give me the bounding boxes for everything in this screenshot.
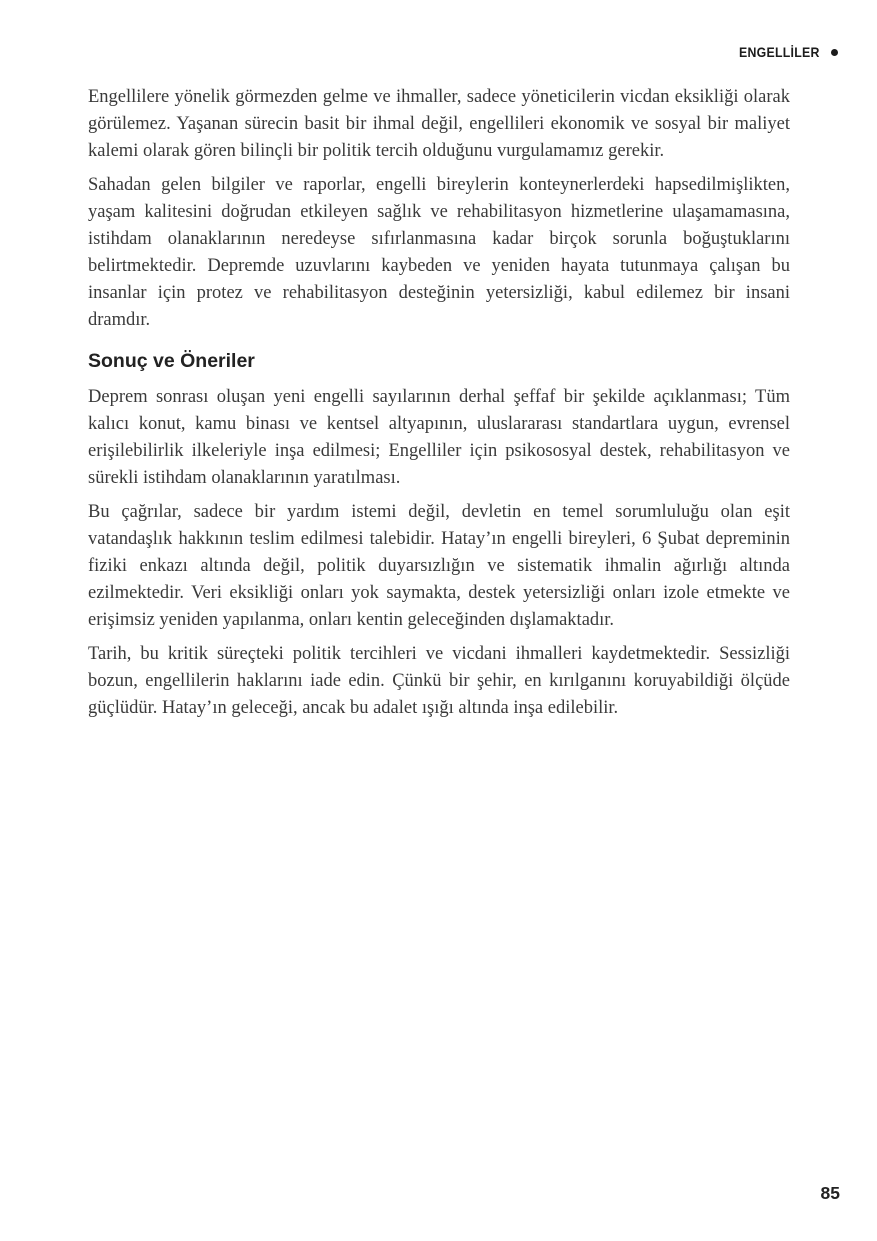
page-content (88, 84, 790, 729)
paragraph: Tarih, bu kritik süreçteki politik tercihleri ve vicdani ihmalleri kaydetmektedir. Sessizliği bozun, engellilerin haklarını iade edin. Çünkü bir şehir, en kırılganını koruyabildiği ölçüde güçlüdür. Hatay’ın geleceği, ancak bu adalet ışığı altında inşa edilebilir. (88, 644, 790, 718)
running-header-title: ENGELLİLER (739, 44, 820, 60)
bullet-icon (831, 49, 838, 56)
running-header (728, 44, 838, 60)
paragraph: Deprem sonrası oluşan yeni engelli sayılarının derhal şeffaf bir şekilde açıklanması; Tüm kalıcı konut, kamu binası ve kentsel altyapının, uluslararası standartlara uygun, evrensel erişilebilirlik ilkeleriyle inşa edilmesi; Engelliler için psikososyal destek, rehabilitasyon ve sürekli istihdam olanaklarının yaratılması. (88, 387, 790, 488)
section-heading: Sonuç ve Öneriler (88, 350, 255, 372)
paragraph: Engellilere yönelik görmezden gelme ve ihmaller, sadece yöneticilerin vicdan eksikliği olarak görülemez. Yaşanan sürecin basit bir ihmal değil, engellileri ekonomik ve sosyal bir maliyet kalemi olarak gören bilinçli bir politik tercih olduğunu vurgulamamız gerekir. (88, 87, 790, 161)
page-number: 85 (820, 1183, 840, 1203)
paragraph: Sahadan gelen bilgiler ve raporlar, engelli bireylerin konteynerlerdeki hapsedilmişlikten, yaşam kalitesini doğrudan etkileyen sağlık ve rehabilitasyon hizmetlerine ulaşamamasına, istihdam olanaklarının neredeyse sıfırlanmasına kadar birçok sorunla boğuştuklarını belirtmektedir. Depremde uzuvlarını kaybeden ve yeniden hayata tutunmaya çalışan bu insanlar için protez ve rehabilitasyon desteğinin yetersizliği, kabul edilemez bir insani dramdır. (88, 175, 790, 330)
paragraph: Bu çağrılar, sadece bir yardım istemi değil, devletin en temel sorumluluğu olan eşit vatandaşlık hakkının teslim edilmesi talebidir. Hatay’ın engelli bireyleri, 6 Şubat depreminin fiziki enkazı altında değil, politik duyarsızlığın ve sistematik ihmalin ağırlığı altında ezilmektedir. Veri eksikliği onları yok saymakta, destek yetersizliği onları izole etmekte ve erişimsiz yeniden yapılanma, onları kentin geleceğinden dışlamaktadır. (88, 502, 790, 630)
